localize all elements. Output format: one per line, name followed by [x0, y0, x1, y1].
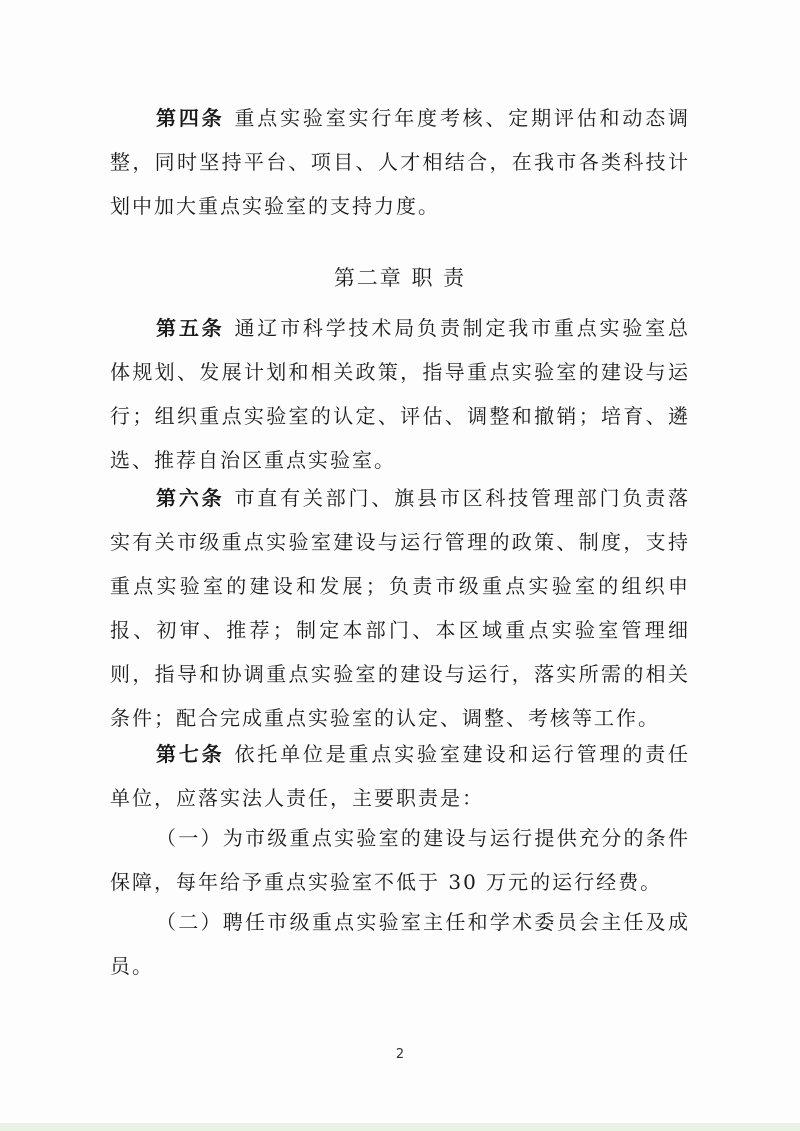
article-5-text: 通辽市科学技术局负责制定我市重点实验室总体规划、发展计划和相关政策，指导重点实验室的建设与运行；组织重点实验室的认定、评估、调整和撤销；培育、遴选、推荐自治区重点实验室。 [110, 316, 691, 472]
article-7 [110, 732, 690, 820]
page-number: 2 [395, 1047, 405, 1062]
article-4-text: 重点实验室实行年度考核、定期评估和动态调整，同时坚持平台、项目、人才相结合，在我市各类科技计划中加大重点实验室的支持力度。 [110, 106, 691, 218]
article-4-label: 第四条 [156, 106, 225, 130]
article-7-text: 依托单位是重点实验室建设和运行管理的责任单位，应落实法人责任，主要职责是： [110, 742, 691, 810]
article-6 [110, 476, 690, 740]
chapter-2-title: 第二章 职 责 [333, 266, 467, 290]
item-1: （一）为市级重点实验室的建设与运行提供充分的条件保障，每年给予重点实验室不低于 30 万元的运行经费。 [110, 826, 690, 894]
bottom-bar [0, 1123, 800, 1131]
article-6-label: 第六条 [156, 486, 225, 510]
article-5-label: 第五条 [156, 316, 225, 340]
article-4 [110, 96, 690, 228]
article-7-label: 第七条 [156, 742, 225, 766]
article-6-text: 市直有关部门、旗县市区科技管理部门负责落实有关市级重点实验室建设与运行管理的政策、制度，支持重点实验室的建设和发展；负责市级重点实验室的组织申报、初审、推荐；制定本部门、本区域重点实验室管理细则，指导和协调重点实验室的建设与运行，落实所需的相关条件；配合完成重点实验室的认定、调整、考核等工作。 [110, 486, 691, 730]
article-5 [110, 306, 690, 482]
item-2: （二）聘任市级重点实验室主任和学术委员会主任及成员。 [110, 910, 690, 978]
